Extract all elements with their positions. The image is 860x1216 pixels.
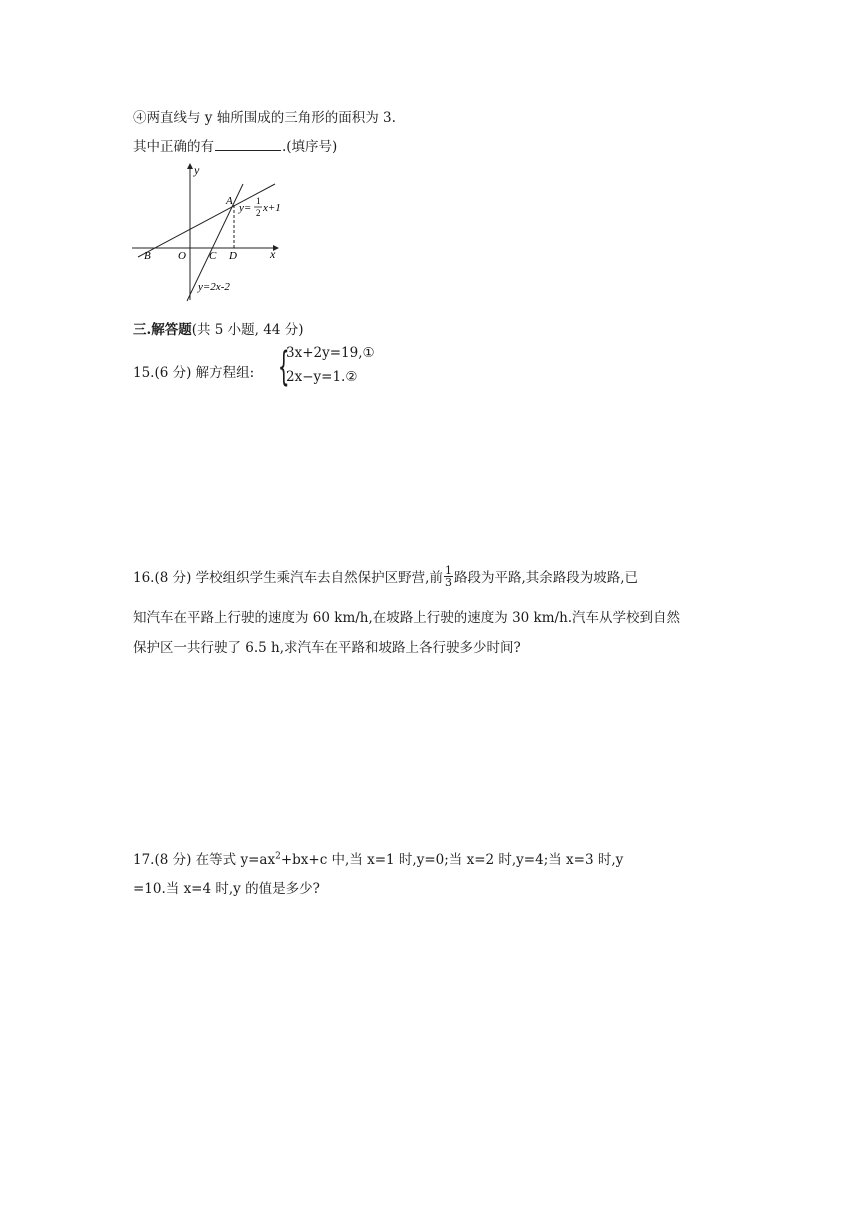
axis-label-y: y <box>194 163 200 177</box>
line1-frac-num: 1 <box>256 196 261 206</box>
line1-label-suffix: x+1 <box>263 202 281 214</box>
q15-label: 15.(6 分) 解方程组: <box>133 365 255 381</box>
fill-in-question <box>133 135 337 155</box>
q16-fraction <box>444 565 453 588</box>
section-3-title: 三.解答题 <box>133 322 192 338</box>
answer-blank[interactable] <box>215 138 281 151</box>
section-3-note: (共 5 小题, 44 分) <box>191 322 304 338</box>
q17-line-1 <box>133 848 623 868</box>
point-A-label: A <box>226 195 233 207</box>
line-graph-figure <box>128 160 288 305</box>
point-O-label: O <box>178 250 186 262</box>
line1-label-prefix: y= <box>239 202 252 214</box>
point-C-label: C <box>209 250 217 262</box>
q17-superscript: 2 <box>275 851 281 862</box>
point-D-label: D <box>229 250 237 262</box>
q16-frac-num: 1 <box>444 564 452 577</box>
line-y-half-x-plus-1 <box>138 184 275 257</box>
line2-label: y=2x-2 <box>198 281 230 293</box>
q17-line1-prefix: 17.(8 分) 在等式 y=ax <box>133 852 276 868</box>
equation-2: 2x−y=1.② <box>286 369 358 385</box>
q16-line-1 <box>133 566 638 590</box>
question-prefix: 其中正确的有 <box>133 139 214 155</box>
brace-symbol: { <box>278 344 290 390</box>
q17-line1-suffix: +bx+c 中,当 x=1 时,y=0;当 x=2 时,y=4;当 x=3 时,y <box>280 852 624 868</box>
point-B-label: B <box>144 250 151 262</box>
statement-4: ④两直线与 y 轴所围成的三角形的面积为 3. <box>133 110 396 126</box>
question-suffix: .(填序号) <box>282 139 338 155</box>
q16-line1-prefix: 16.(8 分) 学校组织学生乘汽车去自然保护区野营,前 <box>133 570 443 586</box>
q16-line-3: 保护区一共行驶了 6.5 h,求汽车在平路和坡路上各行驶多少时间? <box>133 640 521 656</box>
section-3-heading <box>133 318 303 338</box>
q16-line1-suffix: 路段为平路,其余路段为坡路,已 <box>453 570 639 586</box>
q16-line-2: 知汽车在平路上行驶的速度为 60 km/h,在坡路上行驶的速度为 30 km/h.汽车从学校到自然 <box>133 610 681 626</box>
q16-frac-den: 3 <box>444 576 452 589</box>
equation-1: 3x+2y=19,① <box>286 345 375 361</box>
equation-system <box>278 345 398 395</box>
axis-label-x: x <box>270 247 276 261</box>
q17-line-2: =10.当 x=4 时,y 的值是多少? <box>133 881 320 897</box>
line1-frac-den: 2 <box>256 208 261 218</box>
